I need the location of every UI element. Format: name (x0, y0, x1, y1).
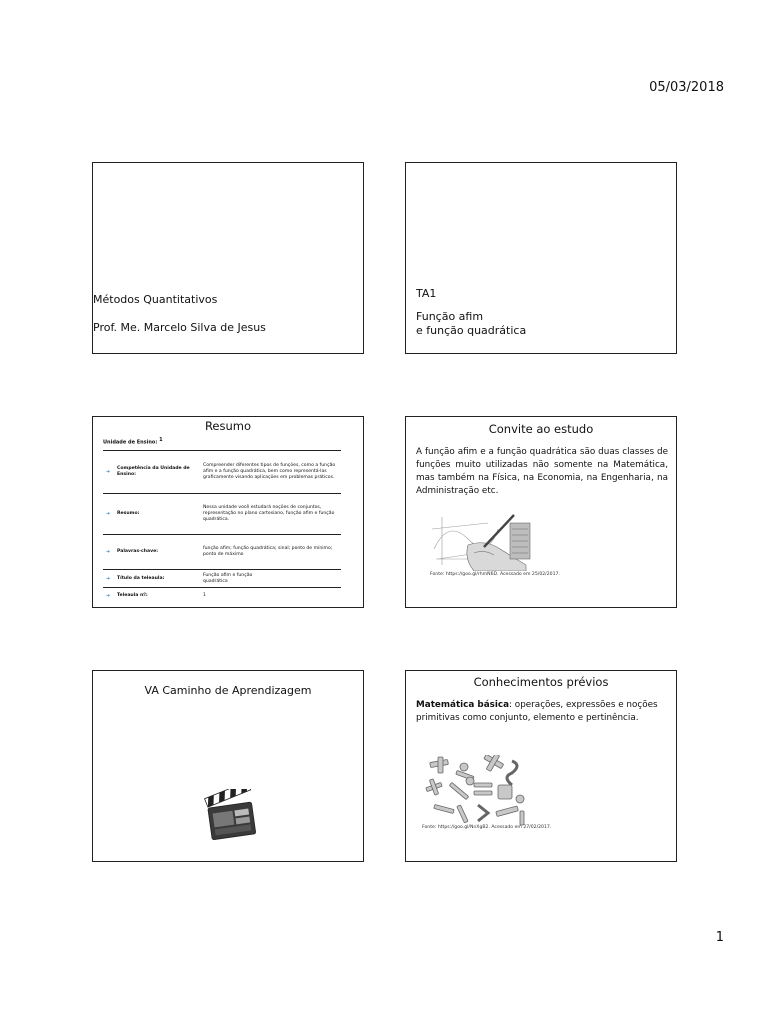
slide-title-course (92, 162, 364, 354)
slide-title-topic (405, 162, 677, 354)
slide-heading: Resumo (204, 419, 252, 433)
row-value: Nessa unidade você estudará noções de conjuntos, representação no plano cartesiano, função afim e função quadrática. (203, 505, 335, 522)
image-source: Fonte: https://goo.gl/rhmN6D. Acessado em 25/02/2017. (430, 572, 560, 577)
bold-lead: Matemática básica (416, 700, 510, 710)
topic-code: TA1 (416, 287, 437, 300)
row-key: Teleaula nº: (117, 593, 148, 598)
bullet-arrow-icon: ➜ (105, 511, 111, 517)
table-row (103, 569, 341, 587)
clapperboard-icon (201, 789, 261, 841)
bullet-arrow-icon: ➜ (105, 575, 111, 582)
table-row (103, 493, 341, 534)
unit-label (103, 437, 163, 446)
row-key: Palavras-chave: (117, 549, 159, 554)
table-row (103, 534, 341, 569)
slide-heading: Conhecimentos prévios (473, 675, 609, 689)
row-value: 1 (203, 593, 206, 598)
slide-paragraph (416, 699, 668, 725)
slide-conhecimentos (405, 670, 677, 862)
page-number: 1 (715, 930, 724, 945)
row-value: Compreender diferentes tipos de funções, como a função afim e a função quadrática, bem como representá-las graficamente visando aplicações em problemas práticos. (203, 463, 336, 480)
row-key: Título da teleaula: (117, 575, 165, 581)
table-row (103, 587, 341, 604)
slide-heading: VA Caminho de Aprendizagem (144, 684, 312, 697)
row-key: Resumo: (117, 511, 140, 516)
row-value: Função afim e função quadrática (203, 572, 253, 584)
bullet-arrow-icon: ➜ (105, 469, 111, 475)
table-row (103, 450, 341, 493)
slide-paragraph: A função afim e a função quadrática são duas classes de funções muito utilizadas não somente na Matemática, mas também na Física, na Economia, na Engenharia, na Administração etc. (416, 447, 668, 496)
unit-value: 1 (159, 437, 163, 443)
paragraph-rest: : operações, expressões e noções primitivas como conjunto, elemento e pertinência. (416, 700, 658, 723)
image-source: Fonte: https://goo.gl/NnXgB2. Acessado em 27/02/2017. (422, 825, 552, 830)
page-date: 05/03/2018 (649, 80, 724, 95)
row-key: Competência da Unidade de Ensino: (117, 466, 190, 477)
slide-resumo (92, 416, 364, 608)
math-symbols-icon (424, 755, 534, 827)
hand-writing-graph-icon (428, 509, 532, 571)
row-value: função afim; função quadrática; sinal; ponto de mínimo; ponto de máximo (203, 546, 333, 557)
topic-title: Função afim e função quadrática (416, 310, 527, 337)
slide-va-caminho (92, 670, 364, 862)
professor-name: Prof. Me. Marcelo Silva de Jesus (93, 321, 266, 334)
summary-table (103, 450, 341, 604)
course-title: Métodos Quantitativos (93, 293, 218, 306)
bullet-arrow-icon: ➜ (105, 549, 111, 555)
bullet-arrow-icon: ➜ (105, 593, 111, 599)
unit-label-text: Unidade de Ensino: (103, 439, 158, 446)
slide-heading: Convite ao estudo (488, 422, 594, 436)
slide-convite (405, 416, 677, 608)
